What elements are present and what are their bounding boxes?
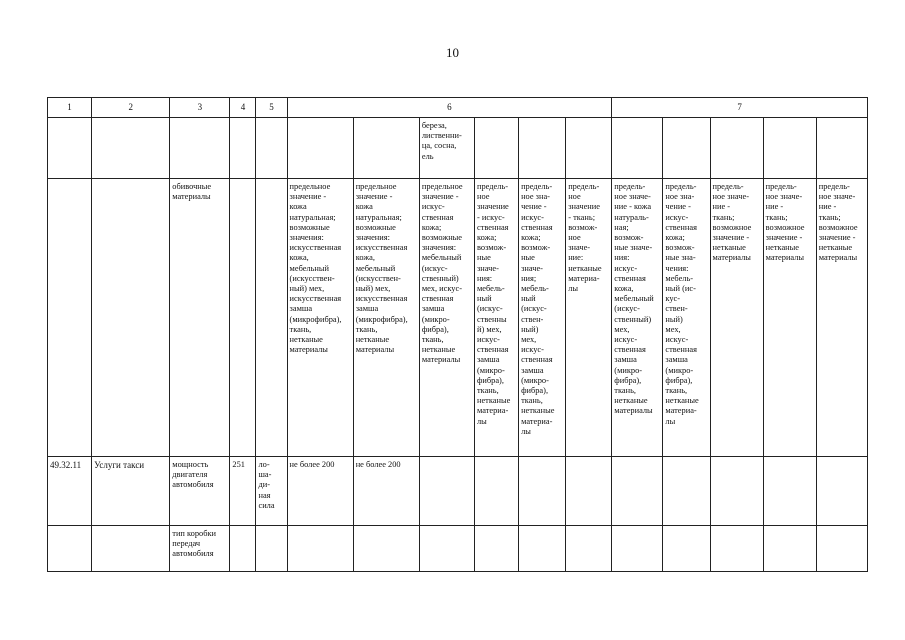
table-cell (663, 118, 710, 179)
service-name-cell (92, 457, 170, 526)
value-cell (763, 179, 816, 457)
table-row (48, 179, 868, 457)
value-cell (566, 179, 612, 457)
table-cell (230, 179, 256, 457)
table-cell (663, 457, 710, 526)
table-cell (663, 526, 710, 572)
table-cell (474, 118, 518, 179)
attribute-text: тип коробки передач автомобиля (172, 529, 217, 559)
value-text: предель- ное значение - искус- ственная кожа; возмож- ные значе- ния: мебель- ный (искус- ственны й) мех, искус- ственная замша (микро- фибра), ткань, нетканые материа- лы (476, 182, 511, 426)
value-text: предель- ное значе- ние - ткань; возможное значение - нетканые материалы (712, 182, 752, 263)
table-cell (763, 526, 816, 572)
header-col-3: 3 (170, 98, 230, 118)
table-cell (92, 118, 170, 179)
attribute-text: обивочные материалы (172, 182, 212, 202)
table-cell (566, 526, 612, 572)
service-name: Услуги такси (94, 460, 145, 470)
value-cell (419, 179, 474, 457)
value-cell (474, 179, 518, 457)
table-cell (763, 457, 816, 526)
value-cell (353, 457, 419, 526)
table-row (48, 457, 868, 526)
table-cell (816, 118, 867, 179)
table-cell (48, 526, 92, 572)
table-cell (353, 118, 419, 179)
table-cell (710, 118, 763, 179)
value-text: предельное значение - кожа натуральная; возможные значения: искусственная кожа, мебельный (искусствен- ный) мех, искусственная замша (микрофибра), ткань, нетканые материалы (289, 182, 342, 355)
table-cell (256, 526, 287, 572)
table-cell (230, 526, 256, 572)
header-col-7: 7 (612, 98, 868, 118)
table-cell (816, 457, 867, 526)
table-cell (92, 179, 170, 457)
value-text: не более 200 (355, 460, 401, 469)
header-col-5: 5 (256, 98, 287, 118)
value-cell (816, 179, 867, 457)
value-text: предель- ное значе- ние - кожа натураль- ная; возмож- ные значе- ния: искус- ственная кожа, мебельный (искус- ственный) мех, искус- ственная замша (микро- фибра), ткань, нетканые материалы (614, 182, 654, 416)
table-row (48, 118, 868, 179)
value-cell (287, 179, 353, 457)
table-cell (519, 457, 566, 526)
table-cell (816, 526, 867, 572)
table-cell (763, 118, 816, 179)
value-cell (663, 179, 710, 457)
value-cell (710, 179, 763, 457)
attribute-text: мощность двигателя автомобиля (172, 460, 214, 490)
value-text: предель- ное значе- ние - ткань; возможное значение - нетканые материалы (818, 182, 858, 263)
header-row (48, 98, 868, 118)
table-cell (519, 118, 566, 179)
value-text: предель- ное значе- ние - ткань; возможное значение - нетканые материалы (765, 182, 805, 263)
header-col-2: 2 (92, 98, 170, 118)
table-cell (256, 118, 287, 179)
value-text: не более 200 (289, 460, 335, 469)
table-cell (353, 526, 419, 572)
table-cell (710, 457, 763, 526)
wood-species-cell (419, 118, 474, 179)
unit-code: 251 (232, 460, 245, 469)
value-text: предель- ное зна- чение - искус- ственная кожа; возмож- ные зна- чения: мебель- ный (ис- кус- ствен- ный) мех, искус- ственная замша (микро- фибра), ткань, нетканые материа- лы (665, 182, 699, 426)
table-cell (92, 526, 170, 572)
unit-name-cell (256, 457, 287, 526)
header-col-6: 6 (287, 98, 612, 118)
table-cell (612, 457, 663, 526)
table-cell (256, 179, 287, 457)
table-cell (287, 118, 353, 179)
value-text: предель- ное значение - ткань; возмож- ное значе- ние: нетканые материа- лы (568, 182, 602, 294)
table-cell (566, 118, 612, 179)
header-col-1: 1 (48, 98, 92, 118)
page-number: 10 (446, 45, 459, 60)
table-cell (48, 179, 92, 457)
value-cell (287, 457, 353, 526)
table-cell (170, 118, 230, 179)
okpd-code: 49.32.11 (50, 460, 82, 470)
value-text: предельное значение - кожа натуральная; возможные значения: искусственная кожа, мебельный (искусствен- ный) мех, искусственная замша (микрофибра), ткань, нетканые материалы (355, 182, 408, 355)
attribute-cell (170, 457, 230, 526)
table-row (48, 526, 868, 572)
table-cell (566, 457, 612, 526)
table-cell (474, 526, 518, 572)
header-col-4: 4 (230, 98, 256, 118)
value-text: предель- ное зна- чение - искус- ственная кожа; возмож- ные значе- ния; мебель- ный (искус- ствен- ный) мех, искус- ственная замша (микро- фибра), ткань, нетканые материа- лы (521, 182, 555, 436)
table-cell (48, 118, 92, 179)
value-cell (519, 179, 566, 457)
table-cell (419, 457, 474, 526)
table-cell (612, 118, 663, 179)
attribute-cell (170, 526, 230, 572)
specification-table (47, 97, 868, 572)
table-cell (287, 526, 353, 572)
table-cell (612, 526, 663, 572)
unit-name: ло- ша- ди- ная сила (258, 460, 275, 510)
attribute-cell (170, 179, 230, 457)
value-cell (612, 179, 663, 457)
table-cell (230, 118, 256, 179)
value-text: предельное значение - искус- ственная кожа; возможные значения: мебельный (искус- ственный) мех, искус- ственная замша (микро- фибра), ткань, нетканые материалы (421, 182, 463, 365)
unit-code-cell (230, 457, 256, 526)
table-cell (419, 526, 474, 572)
table-cell (710, 526, 763, 572)
value-cell (353, 179, 419, 457)
okpd-code-cell (48, 457, 92, 526)
table-cell (519, 526, 566, 572)
table-cell (474, 457, 518, 526)
wood-species-text: береза, лиственни- ца, сосна, ель (421, 121, 462, 161)
